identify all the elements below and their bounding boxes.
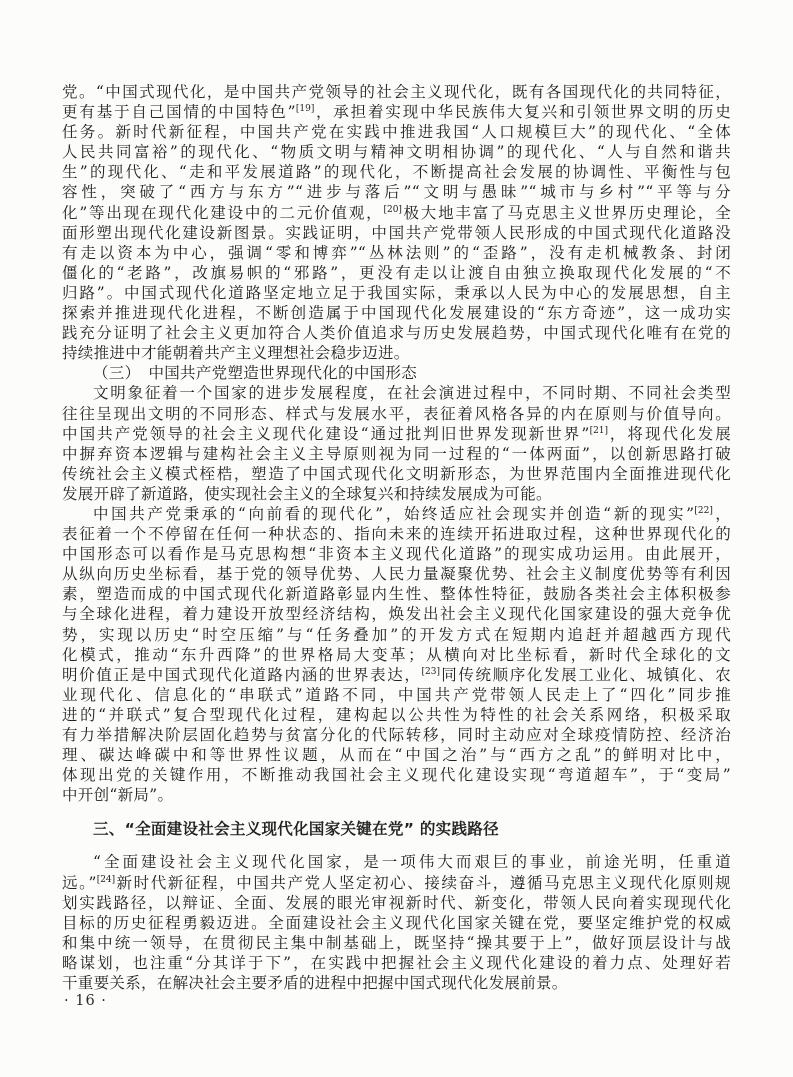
footnote-ref: [24]	[96, 874, 116, 885]
text-line: 中国形态可以看作是马克思构想“非资本主义现代化道路”的现实成功运用。由此展开，	[62, 545, 731, 564]
paragraph-forward-modernization	[62, 504, 731, 805]
text-line: 文明象征着一个国家的进步发展程度，在社会演进过程中，不同时期、不同社会类型	[93, 384, 731, 403]
text-line: 更有基于自己国情的中国特色”[19]，承担着实现中华民族伟大复兴和引领世界文明的历史	[62, 103, 732, 122]
paragraph-practice-path	[62, 852, 731, 993]
section-heading-three	[62, 819, 731, 839]
subsection-heading-3	[62, 363, 731, 383]
text-line: 三、“全面建设社会主义现代化国家关键在党” 的实践路径	[93, 820, 499, 839]
text-line: 有力举措解决阶层固化趋势与贫富分化的代际转移，同时主动应对全球疫情防控、经济治	[62, 726, 731, 744]
text-line: 归路”。中国式现代化道路坚定地立足于我国实际，秉承以人民为中心的发展思想，自主	[62, 283, 731, 302]
footnote-ref: [21]	[589, 425, 609, 436]
footnote-ref: [19]	[295, 103, 315, 114]
text-line: 面形塑出现代化建设新图景。实践证明，中国共产党带领人民形成的中国式现代化道路没	[62, 223, 731, 242]
text-line: 中摒弃资本逻辑与建构社会主义主导原则视为同一过程的“一体两面”，以创新思路打破	[62, 444, 731, 463]
text-line: 探索并推进现代化进程，不断创造属于中国现代化发展建设的“东方奇迹”，这一成功实	[62, 304, 731, 323]
page-number: · 16 ·	[64, 993, 107, 1009]
text-line: 化”等出现在现代化建设中的二元价值观，[20]极大地丰富了马克思主义世界历史理论，全	[62, 203, 731, 222]
document-body	[62, 82, 731, 993]
text-line: “全面建设社会主义现代化国家，是一项伟大而艰巨的事业，前途光明，任重道	[93, 853, 731, 872]
text-line: 略谋划，也注重“分其详于下”，在实践中把握社会主义现代化建设的着力点、处理好若	[62, 953, 731, 972]
text-line: 干重要关系，在解决社会主要矛盾的进程中把握中国式现代化发展前景。	[62, 974, 568, 993]
text-line: 远。”[24]新时代新征程，中国共产党人坚定初心、接续奋斗，遵循马克思主义现代化原则规	[62, 873, 731, 892]
text-line: 表征着一个不停留在任何一种状态的、指向未来的连续开拓进取过程，这种世界现代化的	[62, 525, 731, 544]
footnote-ref: [23]	[421, 666, 440, 677]
text-line: 明价值正是中国式现代化道路内涵的世界表达，[23]同传统顺序化发展工业化、城镇化、农	[62, 665, 731, 684]
text-line: 容性，突破了“西方与东方”“进步与落后”“文明与愚昧”“城市与乡村”“平等与分	[62, 183, 731, 202]
text-line: 传统社会主义模式桎梏，塑造了中国式现代化文明新形态，为世界范围内全面推进现代化	[62, 464, 731, 483]
footnote-ref: [20]	[383, 204, 402, 215]
text-line: 从纵向历史坐标看，基于党的领导优势、人民力量凝聚优势、社会主义制度优势等有利因	[62, 565, 731, 584]
paragraph-continuation	[62, 82, 731, 363]
text-line: 划实践路径，以辩证、全面、发展的眼光审视新时代、新变化，带领人民向着实现现代化	[62, 893, 731, 912]
text-line: 和集中统一领导，在贯彻民主集中制基础上，既坚持“操其要于上”，做好顶层设计与战	[62, 933, 731, 952]
text-line: 体现出党的关键作用，不断推动我国社会主义现代化建设实现“弯道超车”，于“变局”	[62, 766, 731, 785]
footnote-ref: [22]	[694, 505, 713, 516]
text-line: 往往呈现出文明的不同形态、样式与发展水平，表征着风格各异的内在原则与价值导向。	[62, 404, 731, 423]
text-line: 中国共产党秉承的“向前看的现代化”，始终适应社会现实并创造“新的现实”[22]，	[93, 504, 731, 523]
text-line: 践充分证明了社会主义更加符合人类价值追求与历史发展趋势，中国式现代化唯有在党的	[62, 324, 731, 343]
text-line: 势，实现以历史“时空压缩”与“任务叠加”的开发方式在短期内追赶并超越西方现代	[62, 625, 731, 644]
text-line: 任务。新时代新征程，中国共产党在实践中推进我国“人口规模巨大”的现代化、“全体	[62, 123, 731, 142]
text-line: 与全球化进程，着力建设开放型经济结构，焕发出社会主义现代化国家建设的强大竞争优	[62, 605, 731, 624]
text-line: 业现代化、信息化的“串联式”道路不同，中国共产党带领人民走上了“四化”同步推	[62, 685, 731, 704]
text-line: 目标的历史征程勇毅迈进。全面建设社会主义现代化国家关键在党，要坚定维护党的权威	[62, 913, 731, 932]
text-line: 有走以资本为中心，强调“零和博弈”“丛林法则”的“歪路”，没有走机械教条、封闭	[62, 243, 731, 262]
text-line: 生”的现代化、“走和平发展道路”的现代化，不断提高社会发展的协调性、平衡性与包	[62, 163, 731, 182]
text-line: 僵化的“老路”，改旗易帜的“邪路”，更没有走以让渡自由独立换取现代化发展的“不	[62, 263, 731, 282]
text-line: 持续推进中才能朝着共产主义理想社会稳步迈进。	[62, 344, 410, 363]
text-line: 理、碳达峰碳中和等世界性议题，从而在“中国之治”与“西方之乱”的鲜明对比中，	[62, 746, 731, 765]
text-line: （三） 中国共产党塑造世界现代化的中国形态	[93, 364, 418, 383]
text-line: 发展开辟了新道路，使实现社会主义的全球复兴和持续发展成为可能。	[62, 484, 552, 503]
text-line: 素，塑造而成的中国式现代化新道路彰显内生性、整体性特征，鼓励各类社会主体积极参	[62, 585, 731, 604]
text-line: 中开创“新局”。	[62, 786, 174, 805]
text-line: 人民共同富裕”的现代化、“物质文明与精神文明相协调”的现代化、“人与自然和谐共	[62, 143, 731, 162]
text-line: 中国共产党领导的社会主义现代化建设“通过批判旧世界发现新世界”[21]，将现代化发展	[62, 424, 731, 443]
text-line: 进的“并联式”复合型现代化过程，建构起以公共性为特性的社会关系网络，积极采取	[62, 705, 731, 724]
text-line: 化模式，推动“东升西降”的世界格局大变革；从横向对比坐标看，新时代全球化的文	[62, 645, 731, 664]
paragraph-civilization	[62, 383, 731, 504]
text-line: 党。“中国式现代化，是中国共产党领导的社会主义现代化，既有各国现代化的共同特征，	[62, 83, 731, 101]
